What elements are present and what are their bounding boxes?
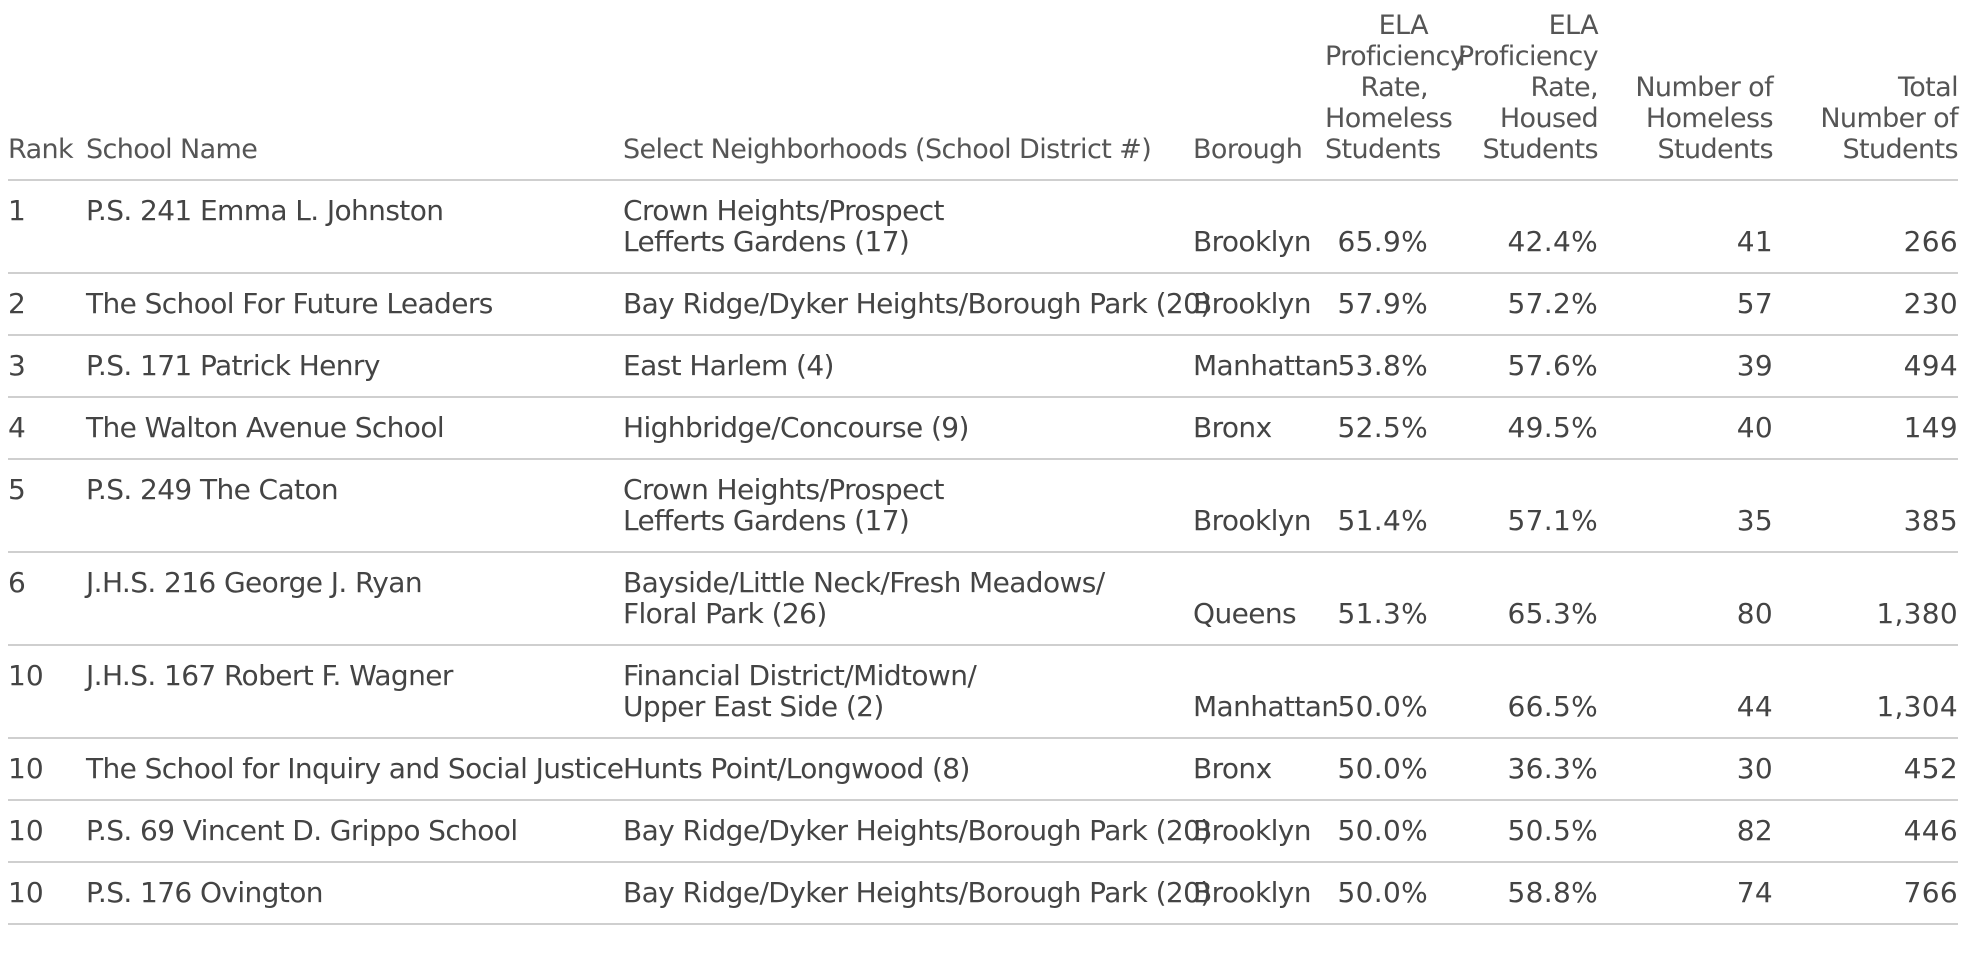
cell-ela-homeless: 65.9% (1325, 180, 1428, 273)
cell-ela-homeless: 50.0% (1325, 862, 1428, 924)
cell-num-homeless: 41 (1598, 180, 1773, 273)
header-line: Students (1657, 134, 1773, 165)
cell-ela-homeless: 51.4% (1325, 459, 1428, 552)
header-total (1773, 10, 1958, 180)
cell-total: 266 (1773, 180, 1958, 273)
cell-ela-housed: 65.3% (1428, 552, 1598, 645)
header-line: Students (1482, 134, 1598, 165)
cell-ela-homeless: 50.0% (1325, 645, 1428, 738)
neighborhood-line: Highbridge/Concourse (9) (623, 411, 969, 444)
header-line: Housed (1499, 103, 1598, 134)
table-row (8, 552, 1958, 645)
header-line: School Name (86, 134, 258, 165)
table-row (8, 862, 1958, 924)
neighborhood-line: Upper East Side (2) (623, 690, 884, 723)
header-line: Rate, (1360, 72, 1428, 103)
cell-neighborhood (623, 738, 1193, 800)
cell-borough: Brooklyn (1193, 800, 1325, 862)
header-line: Total (1897, 72, 1958, 103)
neighborhood-line: Bayside/Little Neck/Fresh Meadows/ (623, 566, 1105, 599)
neighborhood-line: East Harlem (4) (623, 349, 834, 382)
cell-borough: Brooklyn (1193, 862, 1325, 924)
cell-borough: Manhattan (1193, 645, 1325, 738)
cell-neighborhood (623, 335, 1193, 397)
cell-borough: Brooklyn (1193, 273, 1325, 335)
cell-total: 452 (1773, 738, 1958, 800)
header-line: Students (1842, 134, 1958, 165)
cell-ela-homeless: 51.3% (1325, 552, 1428, 645)
header-line: Select Neighborhoods (School District #) (623, 134, 1152, 165)
cell-rank: 10 (8, 645, 86, 738)
cell-rank: 3 (8, 335, 86, 397)
header-line: ELA (1548, 10, 1598, 41)
cell-num-homeless: 40 (1598, 397, 1773, 459)
cell-rank: 1 (8, 180, 86, 273)
cell-ela-homeless: 52.5% (1325, 397, 1428, 459)
cell-total: 494 (1773, 335, 1958, 397)
cell-ela-housed: 49.5% (1428, 397, 1598, 459)
table-row (8, 335, 1958, 397)
cell-borough: Bronx (1193, 738, 1325, 800)
cell-num-homeless: 82 (1598, 800, 1773, 862)
neighborhood-line: Bay Ridge/Dyker Heights/Borough Park (20) (623, 287, 1211, 320)
cell-borough: Manhattan (1193, 335, 1325, 397)
header-line: Homeless (1325, 103, 1453, 134)
cell-school-name: The School For Future Leaders (86, 273, 623, 335)
header-line: Rank (8, 134, 74, 165)
neighborhood-line: Floral Park (26) (623, 597, 827, 630)
neighborhood-line: Lefferts Gardens (17) (623, 225, 910, 258)
cell-total: 446 (1773, 800, 1958, 862)
cell-neighborhood (623, 273, 1211, 335)
cell-total: 149 (1773, 397, 1958, 459)
cell-total: 230 (1773, 273, 1958, 335)
cell-ela-housed: 36.3% (1428, 738, 1598, 800)
table-row (8, 180, 1958, 273)
cell-ela-housed: 57.6% (1428, 335, 1598, 397)
cell-rank: 5 (8, 459, 86, 552)
cell-rank: 2 (8, 273, 86, 335)
cell-ela-homeless: 50.0% (1325, 738, 1428, 800)
cell-neighborhood (623, 645, 1193, 738)
cell-rank: 10 (8, 862, 86, 924)
table-row (8, 738, 1958, 800)
schools-table (8, 10, 1958, 925)
cell-neighborhood (623, 397, 1193, 459)
cell-num-homeless: 57 (1598, 273, 1773, 335)
header-num-homeless (1598, 10, 1773, 180)
header-line: ELA (1378, 10, 1428, 41)
cell-borough: Bronx (1193, 397, 1325, 459)
cell-neighborhood (623, 862, 1211, 924)
table-body (8, 180, 1958, 924)
cell-total: 1,304 (1773, 645, 1958, 738)
header-line: Number of (1635, 72, 1773, 103)
neighborhood-line: Financial District/Midtown/ (623, 659, 977, 692)
cell-school-name: P.S. 241 Emma L. Johnston (86, 180, 623, 273)
cell-num-homeless: 39 (1598, 335, 1773, 397)
table-row (8, 397, 1958, 459)
neighborhood-line: Bay Ridge/Dyker Heights/Borough Park (20) (623, 814, 1211, 847)
cell-school-name: P.S. 249 The Caton (86, 459, 623, 552)
cell-ela-housed: 50.5% (1428, 800, 1598, 862)
cell-neighborhood (623, 180, 1193, 273)
header-line: Number of (1820, 103, 1958, 134)
cell-ela-housed: 57.1% (1428, 459, 1598, 552)
header-line: Proficiency (1457, 41, 1598, 72)
cell-rank: 6 (8, 552, 86, 645)
header-line: Rate, (1530, 72, 1598, 103)
cell-total: 385 (1773, 459, 1958, 552)
neighborhood-line: Crown Heights/Prospect (623, 473, 944, 506)
header-line: Students (1325, 134, 1441, 165)
cell-school-name: J.H.S. 216 George J. Ryan (86, 552, 623, 645)
cell-ela-homeless: 57.9% (1325, 273, 1428, 335)
cell-num-homeless: 35 (1598, 459, 1773, 552)
cell-rank: 10 (8, 738, 86, 800)
cell-school-name: J.H.S. 167 Robert F. Wagner (86, 645, 623, 738)
cell-school-name: P.S. 176 Ovington (86, 862, 623, 924)
header-borough (1193, 10, 1325, 180)
cell-num-homeless: 30 (1598, 738, 1773, 800)
cell-ela-housed: 57.2% (1428, 273, 1598, 335)
cell-num-homeless: 80 (1598, 552, 1773, 645)
header-rank (8, 10, 86, 180)
cell-neighborhood (623, 800, 1211, 862)
neighborhood-line: Bay Ridge/Dyker Heights/Borough Park (20) (623, 876, 1211, 909)
header-ela-homeless (1325, 10, 1466, 180)
header-line: Homeless (1645, 103, 1773, 134)
cell-ela-homeless: 53.8% (1325, 335, 1428, 397)
table-row (8, 645, 1958, 738)
cell-school-name: P.S. 69 Vincent D. Grippo School (86, 800, 623, 862)
table-row (8, 800, 1958, 862)
cell-rank: 4 (8, 397, 86, 459)
neighborhood-line: Hunts Point/Longwood (8) (623, 752, 970, 785)
cell-ela-housed: 66.5% (1428, 645, 1598, 738)
header-line: Proficiency (1325, 41, 1466, 72)
header-neighborhood (623, 10, 1193, 180)
cell-total: 1,380 (1773, 552, 1958, 645)
header-ela-housed (1428, 10, 1598, 180)
cell-rank: 10 (8, 800, 86, 862)
cell-school-name: The Walton Avenue School (86, 397, 623, 459)
header-line: Borough (1193, 134, 1303, 165)
table-header-row (8, 10, 1958, 180)
cell-ela-homeless: 50.0% (1325, 800, 1428, 862)
neighborhood-line: Crown Heights/Prospect (623, 194, 944, 227)
cell-borough: Brooklyn (1193, 459, 1325, 552)
cell-borough: Queens (1193, 552, 1325, 645)
cell-ela-housed: 58.8% (1428, 862, 1598, 924)
table-row (8, 273, 1958, 335)
header-school-name (86, 10, 623, 180)
neighborhood-line: Lefferts Gardens (17) (623, 504, 910, 537)
cell-num-homeless: 74 (1598, 862, 1773, 924)
cell-ela-housed: 42.4% (1428, 180, 1598, 273)
cell-neighborhood (623, 552, 1193, 645)
cell-borough: Brooklyn (1193, 180, 1325, 273)
cell-neighborhood (623, 459, 1193, 552)
cell-total: 766 (1773, 862, 1958, 924)
cell-school-name: The School for Inquiry and Social Justice (86, 738, 623, 800)
cell-num-homeless: 44 (1598, 645, 1773, 738)
cell-school-name: P.S. 171 Patrick Henry (86, 335, 623, 397)
table-row (8, 459, 1958, 552)
